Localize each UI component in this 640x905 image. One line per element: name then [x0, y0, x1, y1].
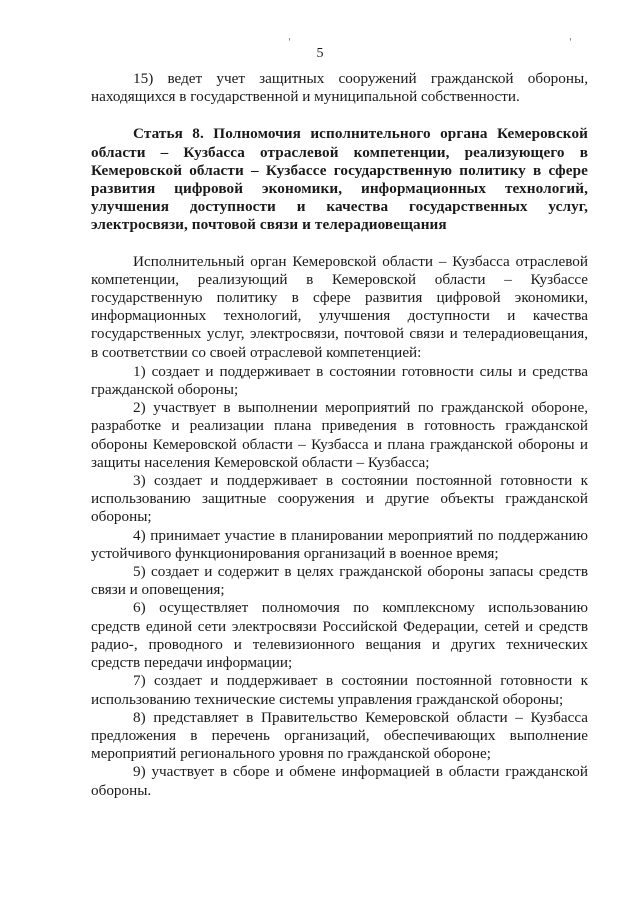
list-item-15: 15) ведет учет защитных сооружений гражданской обороны, находящихся в государственной и муниципальной собственности.	[91, 70, 588, 106]
scan-mark: '	[288, 37, 291, 48]
page-number: 5	[316, 46, 324, 61]
article-heading: Статья 8. Полномочия исполнительного органа Кемеровской области – Кузбасса отраслевой компетенции, реализующего в Кемеровской области – Кузбассе государственную политику в сфере развития цифровой экономики, информационных технологий, улучшения доступности и качества государственных услуг, электросвязи, почтовой связи и телерадиовещания	[91, 125, 588, 234]
list-item: 3) создает и поддерживает в состоянии постоянной готовности к использованию защитные сооружения и другие объекты гражданской обороны;	[91, 472, 588, 526]
list-item: 5) создает и содержит в целях гражданской обороны запасы средств связи и оповещения;	[91, 563, 588, 599]
list-item: 2) участвует в выполнении мероприятий по гражданской обороне, разработке и реализации плана приведения в готовность гражданской обороны Кемеровской области – Кузбасса и плана гражданской обороны и защиты населения Кемеровской области – Кузбасса;	[91, 399, 588, 471]
list-item: 4) принимает участие в планировании мероприятий по поддержанию устойчивого функционирования организаций в военное время;	[91, 526, 588, 562]
scan-mark: '	[569, 37, 572, 48]
list-item: 7) создает и поддерживает в состоянии постоянной готовности к использованию технические системы управления гражданской обороны;	[91, 672, 588, 708]
list-item: 8) представляет в Правительство Кемеровской области – Кузбасса предложения в перечень организаций, обеспечивающих выполнение мероприятий регионального уровня по гражданской обороне;	[91, 708, 588, 763]
list-item: 1) создает и поддерживает в состоянии готовности силы и средства гражданской обороны;	[91, 362, 588, 399]
document-body	[91, 70, 588, 800]
article-intro: Исполнительный орган Кемеровской области – Кузбасса отраслевой компетенции, реализующий в Кемеровской области – Кузбассе государственную политику в сфере развития цифровой экономики, информационных технологий, улучшения доступности и качества государственных услуг, электросвязи, почтовой связи и телерадиовещания, в соответствии со своей отраслевой компетенцией:	[91, 252, 588, 361]
list-item: 6) осуществляет полномочия по комплексному использованию средств единой сети электросвязи Российской Федерации, сетей и средств радио-, проводного и телевизионного вещания и других технических средств передачи информации;	[91, 599, 588, 672]
list-item: 9) участвует в сборе и обмене информацией в области гражданской обороны.	[91, 763, 588, 799]
